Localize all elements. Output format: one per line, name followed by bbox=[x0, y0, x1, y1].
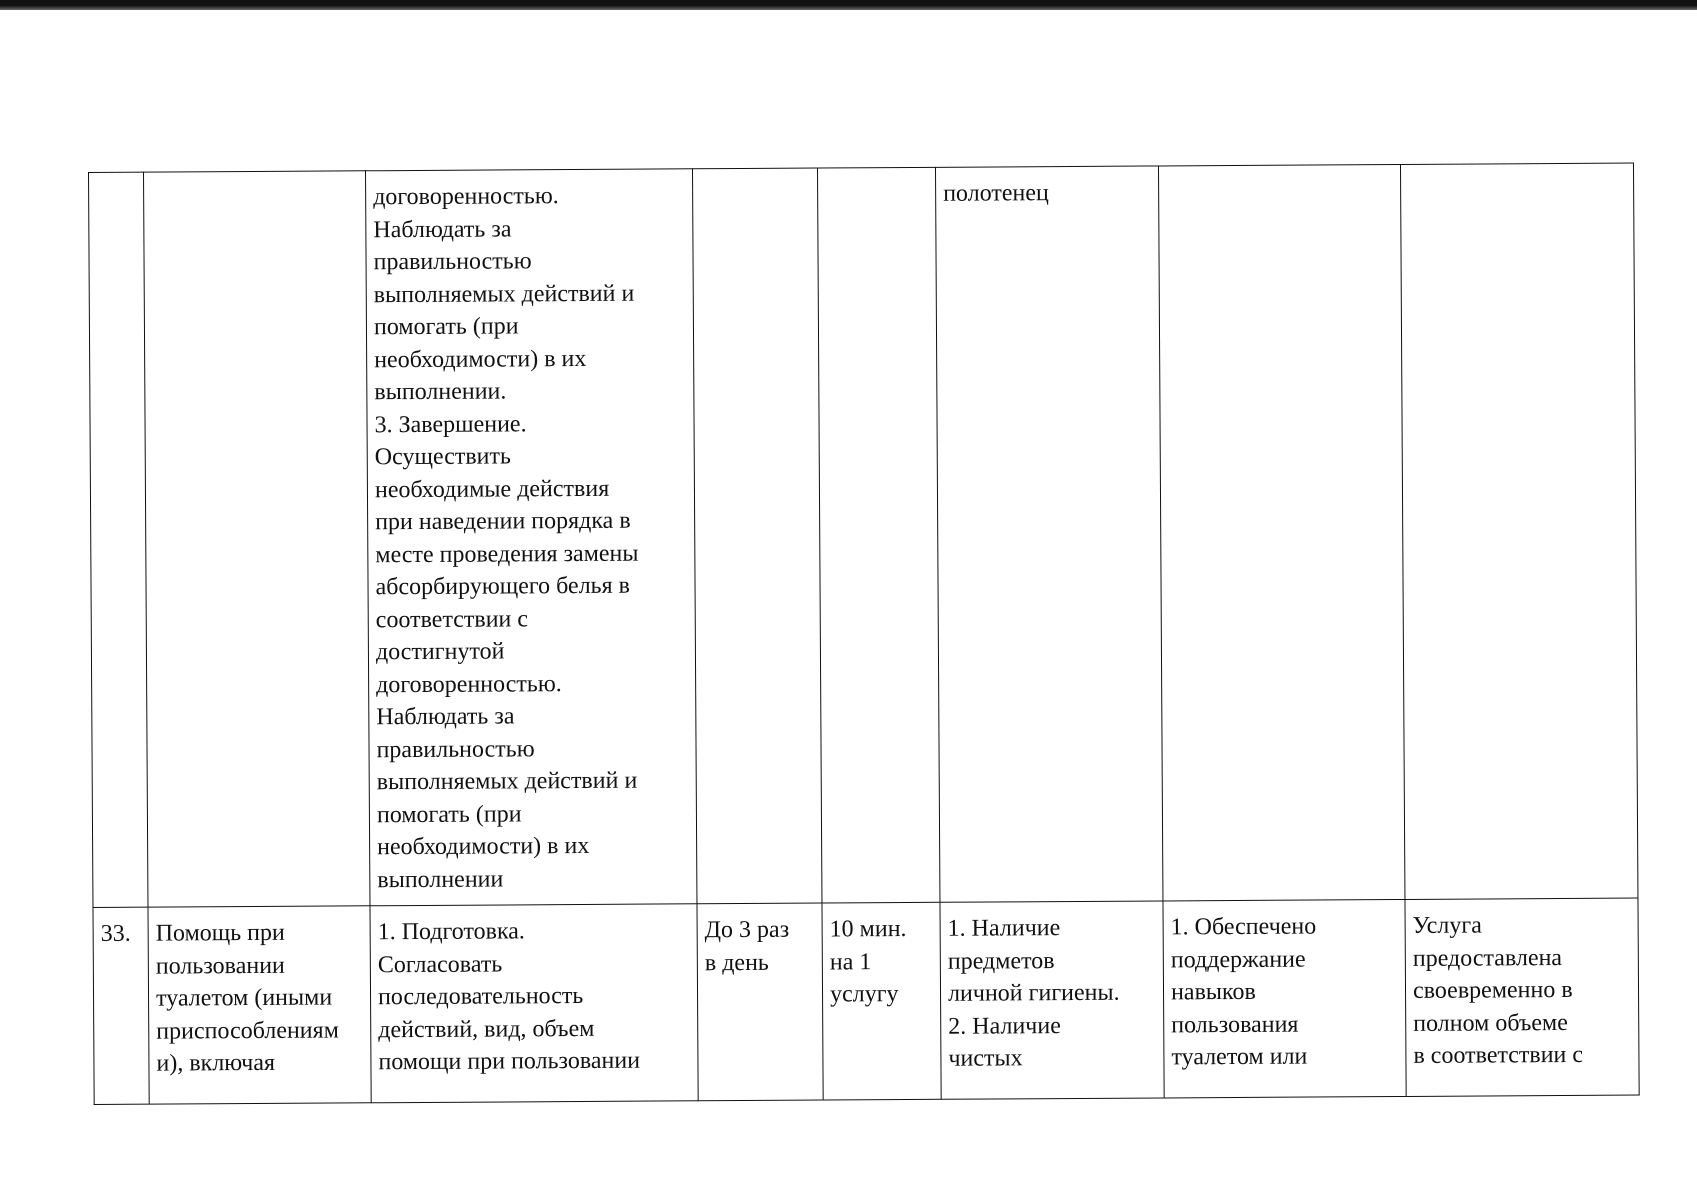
text-line: выполнении. bbox=[374, 378, 507, 406]
duration-cell bbox=[822, 902, 941, 1100]
text-line: личной гигиены. bbox=[947, 979, 1120, 1007]
row-number-cell bbox=[89, 172, 148, 907]
text-line: в день bbox=[704, 949, 769, 976]
text-line: действий, вид, объем bbox=[378, 1015, 595, 1043]
table-row bbox=[89, 163, 1638, 907]
text-line: чистых bbox=[948, 1045, 1023, 1072]
text-line: 10 мин. bbox=[829, 916, 907, 943]
text-line: 1. Подготовка. bbox=[377, 918, 525, 946]
row-number-cell: 33. bbox=[93, 907, 149, 1104]
text-line: поддержание bbox=[1170, 946, 1306, 973]
text-line: на 1 bbox=[829, 948, 872, 975]
text-line: пользования bbox=[1171, 1011, 1299, 1038]
text-line: договоренностью. bbox=[376, 670, 562, 698]
text-line: навыков bbox=[1170, 978, 1256, 1006]
conditions-cell bbox=[935, 166, 1162, 902]
text-line: 1. Наличие bbox=[947, 915, 1061, 942]
text-line: Наблюдать за bbox=[373, 215, 512, 243]
text-line: туалетом (иными bbox=[155, 984, 333, 1012]
text-line: пользовании bbox=[155, 952, 285, 980]
text-line: достигнутой bbox=[375, 638, 505, 666]
text-line: абсорбирующего белья в bbox=[375, 572, 631, 601]
text-line: предметов bbox=[947, 947, 1055, 975]
result-cell bbox=[1158, 164, 1404, 900]
conditions-cell bbox=[940, 901, 1164, 1099]
frequency-cell bbox=[697, 903, 823, 1101]
text-line: Услуга bbox=[1412, 912, 1482, 939]
text-line: выполняемых действий и bbox=[376, 767, 638, 796]
service-name-cell bbox=[144, 171, 370, 907]
text-line: выполнении bbox=[377, 865, 504, 893]
text-line: необходимости) в их bbox=[377, 832, 590, 861]
text-line: приспособлениям bbox=[156, 1016, 339, 1045]
services-table bbox=[88, 163, 1640, 1105]
text-line: помогать (при bbox=[373, 313, 519, 341]
text-line: До 3 раз bbox=[704, 916, 790, 944]
quality-cell bbox=[1405, 898, 1639, 1096]
text-line: выполняемых действий и bbox=[373, 280, 635, 308]
text-line: Осуществить bbox=[374, 443, 511, 471]
procedure-cell bbox=[365, 169, 696, 906]
table-row bbox=[93, 898, 1639, 1104]
duration-cell bbox=[817, 167, 939, 903]
text-line: Согласовать bbox=[377, 950, 503, 978]
text-line: 2. Наличие bbox=[948, 1012, 1061, 1040]
text-line: Наблюдать за bbox=[376, 703, 515, 731]
quality-cell bbox=[1400, 163, 1637, 899]
text-line: своевременно в bbox=[1412, 976, 1573, 1004]
frequency-cell bbox=[692, 168, 821, 904]
text-line: в соответствии с bbox=[1413, 1041, 1584, 1069]
result-cell bbox=[1163, 899, 1406, 1097]
text-line: правильностью bbox=[376, 735, 535, 763]
text-line: предоставлена bbox=[1412, 944, 1563, 972]
text-line: Помощь при bbox=[155, 919, 285, 947]
text-line: полном объеме bbox=[1413, 1009, 1568, 1037]
scan-edge-bar bbox=[0, 0, 1697, 10]
text-line: последовательность bbox=[377, 982, 584, 1011]
text-line: необходимые действия bbox=[374, 475, 610, 503]
text-line: и), включая bbox=[156, 1049, 276, 1077]
service-name-cell bbox=[148, 906, 371, 1104]
text-line: необходимости) в их bbox=[374, 345, 587, 373]
text-line: услугу bbox=[829, 981, 899, 1008]
text-line: при наведении порядка в bbox=[375, 507, 631, 536]
text-line: правильностью bbox=[373, 248, 532, 276]
text-line: месте проведения замены bbox=[375, 540, 639, 568]
text-line: 3. Завершение. bbox=[374, 410, 527, 438]
text-line: соответствии с bbox=[375, 605, 529, 633]
text-line: полотенец bbox=[943, 180, 1049, 207]
text-line: договоренностью. bbox=[373, 183, 559, 211]
text-line: 1. Обеспечено bbox=[1170, 913, 1317, 941]
text-line: туалетом или bbox=[1171, 1043, 1308, 1071]
text-line: помощи при пользовании bbox=[378, 1047, 641, 1076]
procedure-cell bbox=[370, 904, 698, 1103]
text-line: помогать (при bbox=[376, 800, 522, 828]
